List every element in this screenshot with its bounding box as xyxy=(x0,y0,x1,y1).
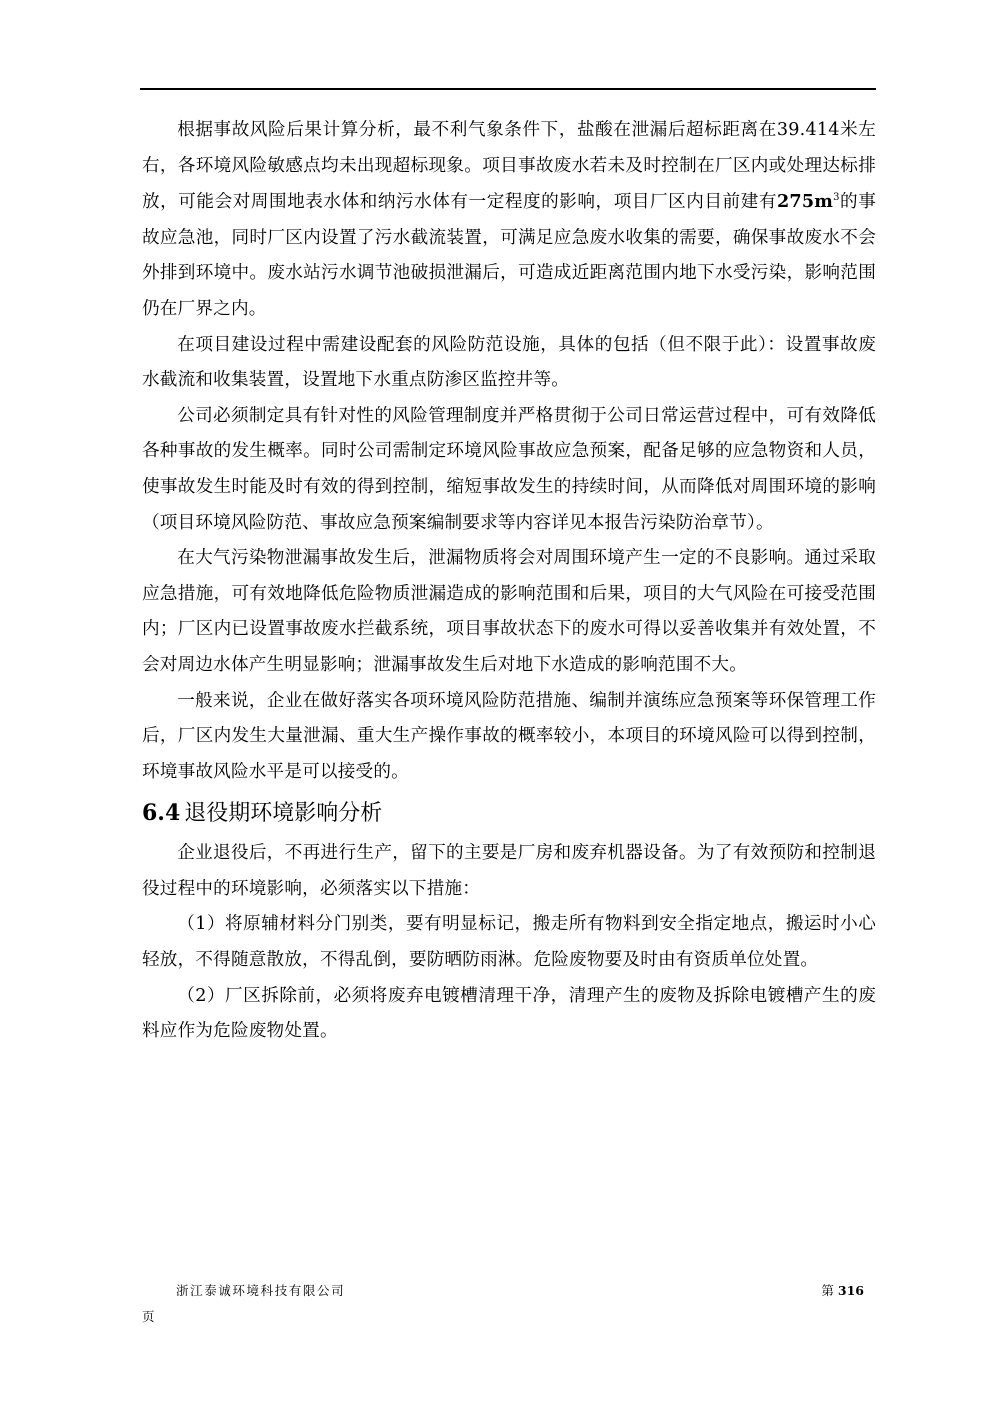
paragraph-decommission-intro: 企业退役后，不再进行生产，留下的主要是厂房和废弃机器设备。为了有效预防和控制退役过程中的环境影响，必须落实以下措施： xyxy=(142,843,876,899)
paragraph-risk-conclusion: 一般来说，企业在做好落实各项环境风险防范措施、编制并演练应急预案等环保管理工作后，厂区内发生大量泄漏、重大生产操作事故的概率较小，本项目的环境风险可以得到控制，环境事故风险水平是可以接受的。 xyxy=(142,690,876,782)
footer-company: 浙江泰诚环境科技有限公司 xyxy=(176,1283,346,1298)
paragraph-text: 根据事故风险后果计算分析，最不利气象条件下，盐酸在泄漏后超标距离在39.414米左右，各环境风险敏感点均未出现超标现象。项目事故废水若未及时控制在厂区内或处理达标排放，可能会对周围地表水体和纳污水体有一定程度的影响，项目厂区内目前建有 xyxy=(142,120,876,213)
paragraph-risk-consequence xyxy=(142,113,876,328)
footer-page-number xyxy=(821,1282,864,1300)
paragraph-measure-2: （2）厂区拆除前，必须将废弃电镀槽清理干净，清理产生的废物及拆除电镀槽产生的废料应作为危险废物处置。 xyxy=(142,985,876,1042)
paragraph-measure-1: （1）将原辅材料分门别类，要有明显标记，搬走所有物料到安全指定地点，搬运时小心轻放，不得随意散放，不得乱倒，要防晒防雨淋。危险废物要及时由有资质单位处置。 xyxy=(142,914,876,971)
paragraph-risk-management: 公司必须制定具有针对性的风险管理制度并严格贯彻于公司日常运营过程中，可有效降低各种事故的发生概率。同时公司需制定环境风险事故应急预案，配备足够的应急物资和人员，使事故发生时能及时有效的得到控制，缩短事故发生的持续时间，从而降低对周围环境的影响（项目环境风险防范、事故应急预案编制要求等内容详见本报告污染防治章节）。 xyxy=(142,405,876,533)
section-title: 退役期环境影响分析 xyxy=(184,801,383,827)
document-body xyxy=(142,113,876,1050)
volume-unit-superscript: 3 xyxy=(833,192,840,204)
paragraph-text: 的事故应急池，同时厂区内设置了污水截流装置，可满足应急废水收集的需要，确保事故废水不会外排到环境中。废水站污水调节池破损泄漏后，可造成近距离范围内地下水受污染，影响范围仍在厂界之内。 xyxy=(142,192,876,319)
section-number: 6.4 xyxy=(142,800,181,827)
paragraph-air-leak: 在大气污染物泄漏事故发生后，泄漏物质将会对周围环境产生一定的不良影响。通过采取应急措施，可有效地降低危险物质泄漏造成的影响范围和后果，项目的大气风险在可接受范围内；厂区内已设置事故废水拦截系统，项目事故状态下的废水可得以妥善收集并有效处置，不会对周边水体产生明显影响；泄漏事故发生后对地下水造成的影响范围不大。 xyxy=(142,548,876,675)
header-rule xyxy=(140,88,876,90)
pool-volume-value: 275m xyxy=(776,191,834,213)
section-heading xyxy=(142,790,876,836)
paragraph-risk-facilities: 在项目建设过程中需建设配套的风险防范设施，具体的包括（但不限于此）：设置事故废水截流和收集装置，设置地下水重点防渗区监控井等。 xyxy=(142,334,876,391)
page-prefix: 第 xyxy=(821,1283,834,1298)
footer-page-suffix: 页 xyxy=(142,1309,155,1324)
page-number-value: 316 xyxy=(837,1283,864,1298)
